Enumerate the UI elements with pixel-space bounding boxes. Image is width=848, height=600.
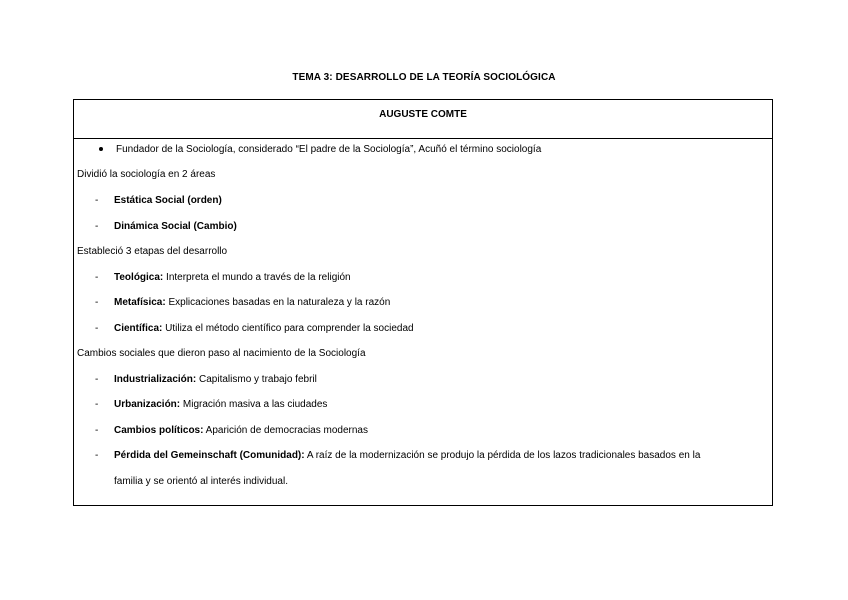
list-item — [95, 194, 222, 208]
item-term: Urbanización: — [114, 399, 181, 410]
dash-marker: - — [95, 272, 99, 283]
section-intro-changes: Cambios sociales que dieron paso al nacimiento de la Sociología — [77, 348, 366, 359]
dash-marker: - — [95, 399, 99, 410]
item-term: Metafísica: — [114, 297, 166, 308]
list-item — [95, 296, 390, 310]
list-item — [95, 424, 368, 438]
box-header: AUGUSTE COMTE — [74, 100, 772, 139]
list-item — [95, 398, 327, 412]
list-item-continuation: familia y se orientó al interés individual. — [114, 476, 288, 487]
list-item — [95, 449, 700, 463]
item-desc: Capitalismo y trabajo febril — [196, 374, 317, 385]
dash-marker: - — [95, 323, 99, 334]
section-intro-areas: Dividió la sociología en 2 áreas — [77, 169, 216, 180]
list-item — [95, 220, 237, 234]
dash-marker: - — [95, 425, 99, 436]
item-term: Estática Social (orden) — [114, 195, 222, 206]
item-term: Pérdida del Gemeinschaft (Comunidad): — [114, 450, 305, 461]
item-desc: Migración masiva a las ciudades — [180, 399, 328, 410]
dash-marker: - — [95, 297, 99, 308]
dash-marker: - — [95, 450, 99, 461]
content-box — [73, 99, 773, 506]
list-item — [95, 271, 351, 285]
document-title: TEMA 3: DESARROLLO DE LA TEORÍA SOCIOLÓGICA — [292, 72, 556, 83]
item-term: Científica: — [114, 323, 163, 334]
item-desc: Aparición de democracias modernas — [203, 425, 368, 436]
item-desc: A raíz de la modernización se produjo la pérdida de los lazos tradicionales basados en la — [304, 450, 701, 461]
item-desc: Explicaciones basadas en la naturaleza y la razón — [165, 297, 391, 308]
dash-marker: - — [95, 195, 99, 206]
item-desc: Interpreta el mundo a través de la religión — [163, 272, 351, 283]
section-intro-stages: Estableció 3 etapas del desarrollo — [77, 246, 228, 257]
item-term: Cambios políticos: — [114, 425, 204, 436]
bullet-dot-icon — [99, 147, 103, 151]
dash-marker: - — [95, 221, 99, 232]
item-term: Industrialización: — [114, 374, 197, 385]
item-term: Dinámica Social (Cambio) — [114, 221, 237, 232]
bullet-line — [97, 143, 541, 157]
dash-marker: - — [95, 374, 99, 385]
bullet-text: Fundador de la Sociología, considerado “El padre de la Sociología”, Acuñó el término sociología — [116, 144, 542, 155]
item-desc: Utiliza el método científico para comprender la sociedad — [162, 323, 414, 334]
item-term: Teológica: — [114, 272, 164, 283]
list-item — [95, 322, 414, 336]
list-item — [95, 373, 317, 387]
